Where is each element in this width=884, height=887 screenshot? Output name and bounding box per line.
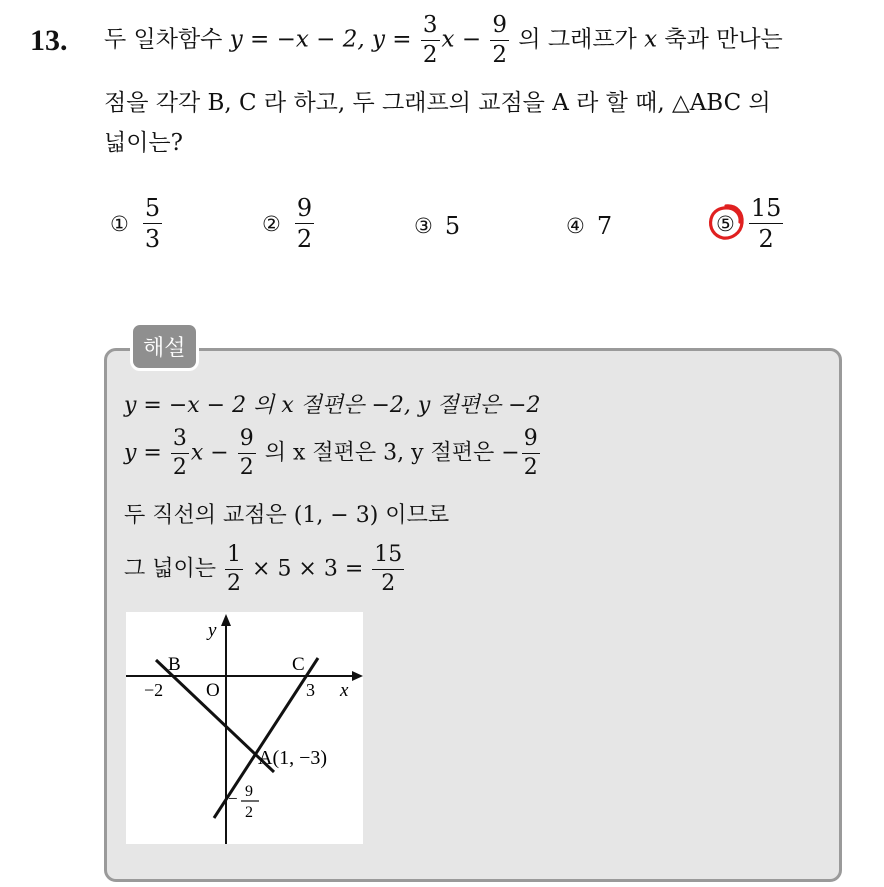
- x-axis-label: x: [340, 680, 349, 701]
- question-text: 의 그래프가: [518, 26, 637, 53]
- y-intercept-minus: −: [228, 789, 238, 808]
- choice-mark: ④: [566, 214, 585, 238]
- question-text: 축과 만나는: [664, 26, 783, 53]
- question-line-1: [104, 14, 783, 67]
- question-number: 13.: [30, 24, 68, 57]
- question-line-3: 넓이는?: [104, 130, 183, 156]
- fraction: $\frac{9}{2}$: [239, 426, 254, 480]
- choice-3[interactable]: [414, 212, 460, 240]
- x-intercept-3: 3: [306, 680, 315, 700]
- choice-value: 5: [444, 212, 461, 240]
- y-axis-arrow-icon: [221, 614, 231, 626]
- y-intercept-den: 2: [245, 804, 253, 821]
- choice-5[interactable]: [716, 196, 785, 251]
- fraction: $\frac{9}{2}$: [492, 12, 508, 68]
- choice-mark: ⑤: [716, 212, 735, 236]
- choice-value: $\frac{9}{2}$: [296, 194, 313, 253]
- point-a-label: A(1, −3): [258, 747, 328, 769]
- choice-value: 7: [596, 212, 613, 240]
- fraction: $\frac{3}{2}$: [172, 426, 187, 480]
- choice-mark: ③: [414, 214, 433, 238]
- fraction: $\frac{15}{2}$: [374, 542, 403, 596]
- choice-1[interactable]: [110, 196, 164, 251]
- fraction: $\frac{9}{2}$: [523, 426, 538, 480]
- solution-graph: [126, 612, 363, 844]
- x-intercept-neg2: −2: [144, 680, 164, 700]
- point-c-label: C: [292, 654, 305, 675]
- equation-2-lhs: y =: [372, 26, 412, 53]
- choice-mark: ①: [110, 211, 129, 236]
- y-axis-label: y: [208, 620, 217, 641]
- solution-line-1: y = −x − 2 의 x 절편은 −2, y 절편은 −2: [124, 393, 541, 418]
- x-axis-arrow-icon: [352, 671, 363, 681]
- fraction: $\frac{3}{2}$: [422, 12, 438, 68]
- solution-line-3: 두 직선의 교점은 (1, − 3) 이므로: [124, 503, 450, 528]
- choice-value: $\frac{15}{2}$: [750, 194, 782, 253]
- choice-2[interactable]: [262, 196, 316, 251]
- choice-mark: ②: [262, 211, 281, 236]
- point-b-label: B: [168, 654, 181, 675]
- choice-4[interactable]: [566, 212, 612, 240]
- choice-value: $\frac{5}{3}$: [144, 194, 161, 253]
- axis-variable: x: [644, 26, 658, 53]
- equation-1: y = −x − 2,: [229, 26, 365, 53]
- origin-label: O: [206, 680, 220, 701]
- solution-tag: 해설: [130, 322, 199, 371]
- solution-line-4: 그 넓이는 $\frac{1}{2}$ × 5 × 3 = $\frac{15}{2}$: [124, 542, 403, 596]
- equation-2-mid: x −: [441, 26, 482, 53]
- y-intercept-num: 9: [245, 783, 253, 800]
- question-text: 두 일차함수: [104, 26, 223, 53]
- solution-line-2: y = $\frac{3}{2}$ x − $\frac{9}{2}$ 의 x 절편은 3, y 절편은 − $\frac{9}{2}$: [124, 426, 538, 480]
- question-line-2: 점을 각각 B, C 라 하고, 두 그래프의 교점을 A 라 할 때, △ABC 의: [104, 90, 771, 116]
- fraction: $\frac{1}{2}$: [227, 542, 242, 596]
